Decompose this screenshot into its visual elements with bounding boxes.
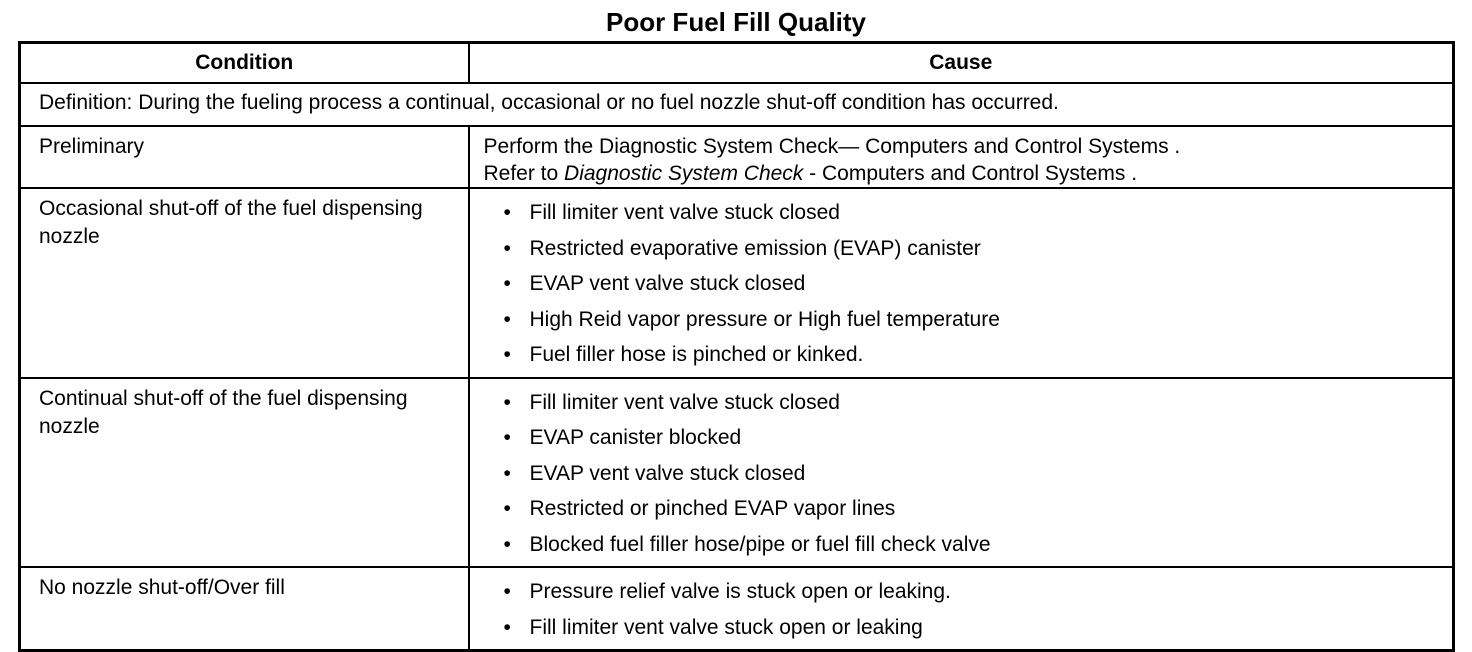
list-item <box>504 302 1453 338</box>
condition-cell: Continual shut-off of the fuel dispensing nozzle <box>20 378 469 568</box>
cause-text: High Reid vapor pressure or High fuel temperature <box>529 307 1000 331</box>
preliminary-line-2 <box>484 160 1453 187</box>
cause-text: EVAP vent valve stuck closed <box>529 272 806 295</box>
list-item <box>504 491 1453 527</box>
table-row <box>20 378 1454 568</box>
refer-suffix: - Computers and Control Systems . <box>803 162 1138 185</box>
condition-cell: No nozzle shut-off/Over fill <box>20 567 469 651</box>
cause-cell <box>469 567 1454 651</box>
bullet-icon: • <box>503 236 511 260</box>
bullet-icon: • <box>503 390 511 414</box>
cause-text: Restricted evaporative emission (EVAP) canister <box>529 236 981 260</box>
preliminary-line-1: Perform the Diagnostic System Check— Computers and Control Systems . <box>483 135 1181 158</box>
cause-list <box>470 379 1453 567</box>
bullet-icon: • <box>503 615 511 639</box>
bullet-icon: • <box>503 580 511 603</box>
cause-cell <box>469 378 1454 568</box>
list-item <box>504 385 1453 421</box>
list-item <box>504 527 1453 563</box>
cause-text: EVAP vent valve stuck closed <box>529 461 806 485</box>
bullet-icon: • <box>503 272 511 295</box>
list-item <box>504 266 1453 302</box>
list-item <box>504 231 1453 267</box>
cause-text: Fuel filler hose is pinched or kinked. <box>529 343 864 366</box>
list-item <box>504 610 1453 646</box>
cause-text: Restricted or pinched EVAP vapor lines <box>529 497 896 520</box>
refer-prefix: Refer to <box>483 162 565 185</box>
condition-cell: Occasional shut-off of the fuel dispensing nozzle <box>20 188 469 378</box>
cause-cell <box>469 126 1454 188</box>
list-item <box>504 337 1453 373</box>
condition-header: Condition <box>20 43 469 84</box>
bullet-icon: • <box>503 532 511 556</box>
cause-cell <box>469 188 1454 378</box>
definition-row <box>20 83 1454 126</box>
cause-text: Fill limiter vent valve stuck open or leaking <box>529 615 923 639</box>
cause-header: Cause <box>469 43 1454 84</box>
condition-cell: Preliminary <box>20 126 469 188</box>
bullet-icon: • <box>503 426 511 449</box>
cause-text: EVAP canister blocked <box>529 426 742 449</box>
definition-text: Definition: During the fueling process a continual, occasional or no fuel nozzle shut-off condition has occurred. <box>20 83 1454 126</box>
bullet-icon: • <box>503 201 511 224</box>
cause-list <box>470 189 1453 377</box>
bullet-icon: • <box>503 497 511 520</box>
list-item <box>504 420 1453 456</box>
table-row <box>20 188 1454 378</box>
diagnostic-table <box>18 41 1455 652</box>
list-item <box>504 574 1453 610</box>
bullet-icon: • <box>503 343 511 366</box>
cause-text: Pressure relief valve is stuck open or leaking. <box>529 580 951 603</box>
table-row <box>20 567 1454 651</box>
table-row <box>20 126 1454 188</box>
cause-list <box>470 568 1453 649</box>
bullet-icon: • <box>503 461 511 485</box>
cause-text: Blocked fuel filler hose/pipe or fuel fill check valve <box>529 532 991 556</box>
cause-text: Fill limiter vent valve stuck closed <box>529 201 840 224</box>
header-row <box>20 43 1454 84</box>
bullet-icon: • <box>503 307 511 331</box>
cause-text: Fill limiter vent valve stuck closed <box>529 390 840 414</box>
diagnostic-system-check-reference: Diagnostic System Check <box>564 162 804 185</box>
list-item <box>504 456 1453 492</box>
list-item <box>504 195 1453 231</box>
page-title: Poor Fuel Fill Quality <box>605 7 867 37</box>
